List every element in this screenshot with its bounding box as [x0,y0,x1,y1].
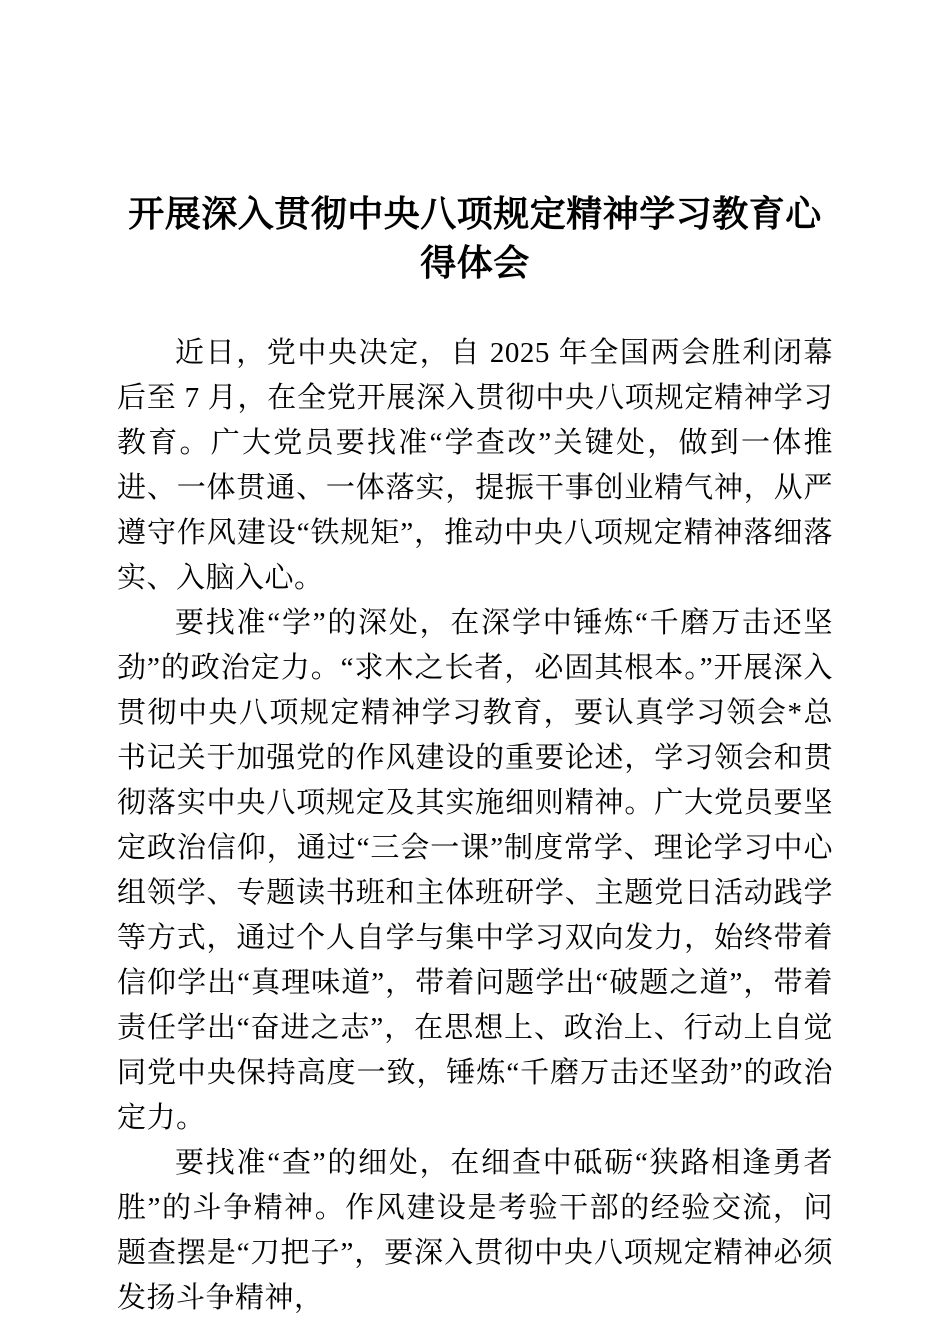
paragraph: 要找准“学”的深处，在深学中锤炼“千磨万击还坚劲”的政治定力。“求木之长者，必固其根本。”开展深入贯彻中央八项规定精神学习教育，要认真学习领会*总书记关于加强党的作风建设的重要论述，学习领会和贯彻落实中央八项规定及其实施细则精神。广大党员要坚定政治信仰，通过“三会一课”制度常学、理论学习中心组领学、专题读书班和主体班研学、主题党日活动践学等方式，通过个人自学与集中学习双向发力，始终带着信仰学出“真理味道”，带着问题学出“破题之道”，带着责任学出“奋进之志”，在思想上、政治上、行动上自觉同党中央保持高度一致，锤炼“千磨万击还坚劲”的政治定力。 [117,607,833,1134]
paragraph: 要找准“查”的细处，在细查中砥砺“狭路相逢勇者胜”的斗争精神。作风建设是考验干部的经验交流，问题查摆是“刀把子”，要深入贯彻中央八项规定精神必须发扬斗争精神， [117,1147,833,1314]
document-body [0,331,950,1321]
paragraph: 近日，党中央决定，自 2025 年全国两会胜利闭幕后至 7 月，在全党开展深入贯彻中央八项规定精神学习教育。广大党员要找准“学查改”关键处，做到一体推进、一体贯通、一体落实，提振干事创业精气神，从严遵守作风建设“铁规矩”，推动中央八项规定精神落细落实、入脑入心。 [117,337,833,594]
page-title: 开展深入贯彻中央八项规定精神学习教育心得体会 [128,194,822,283]
